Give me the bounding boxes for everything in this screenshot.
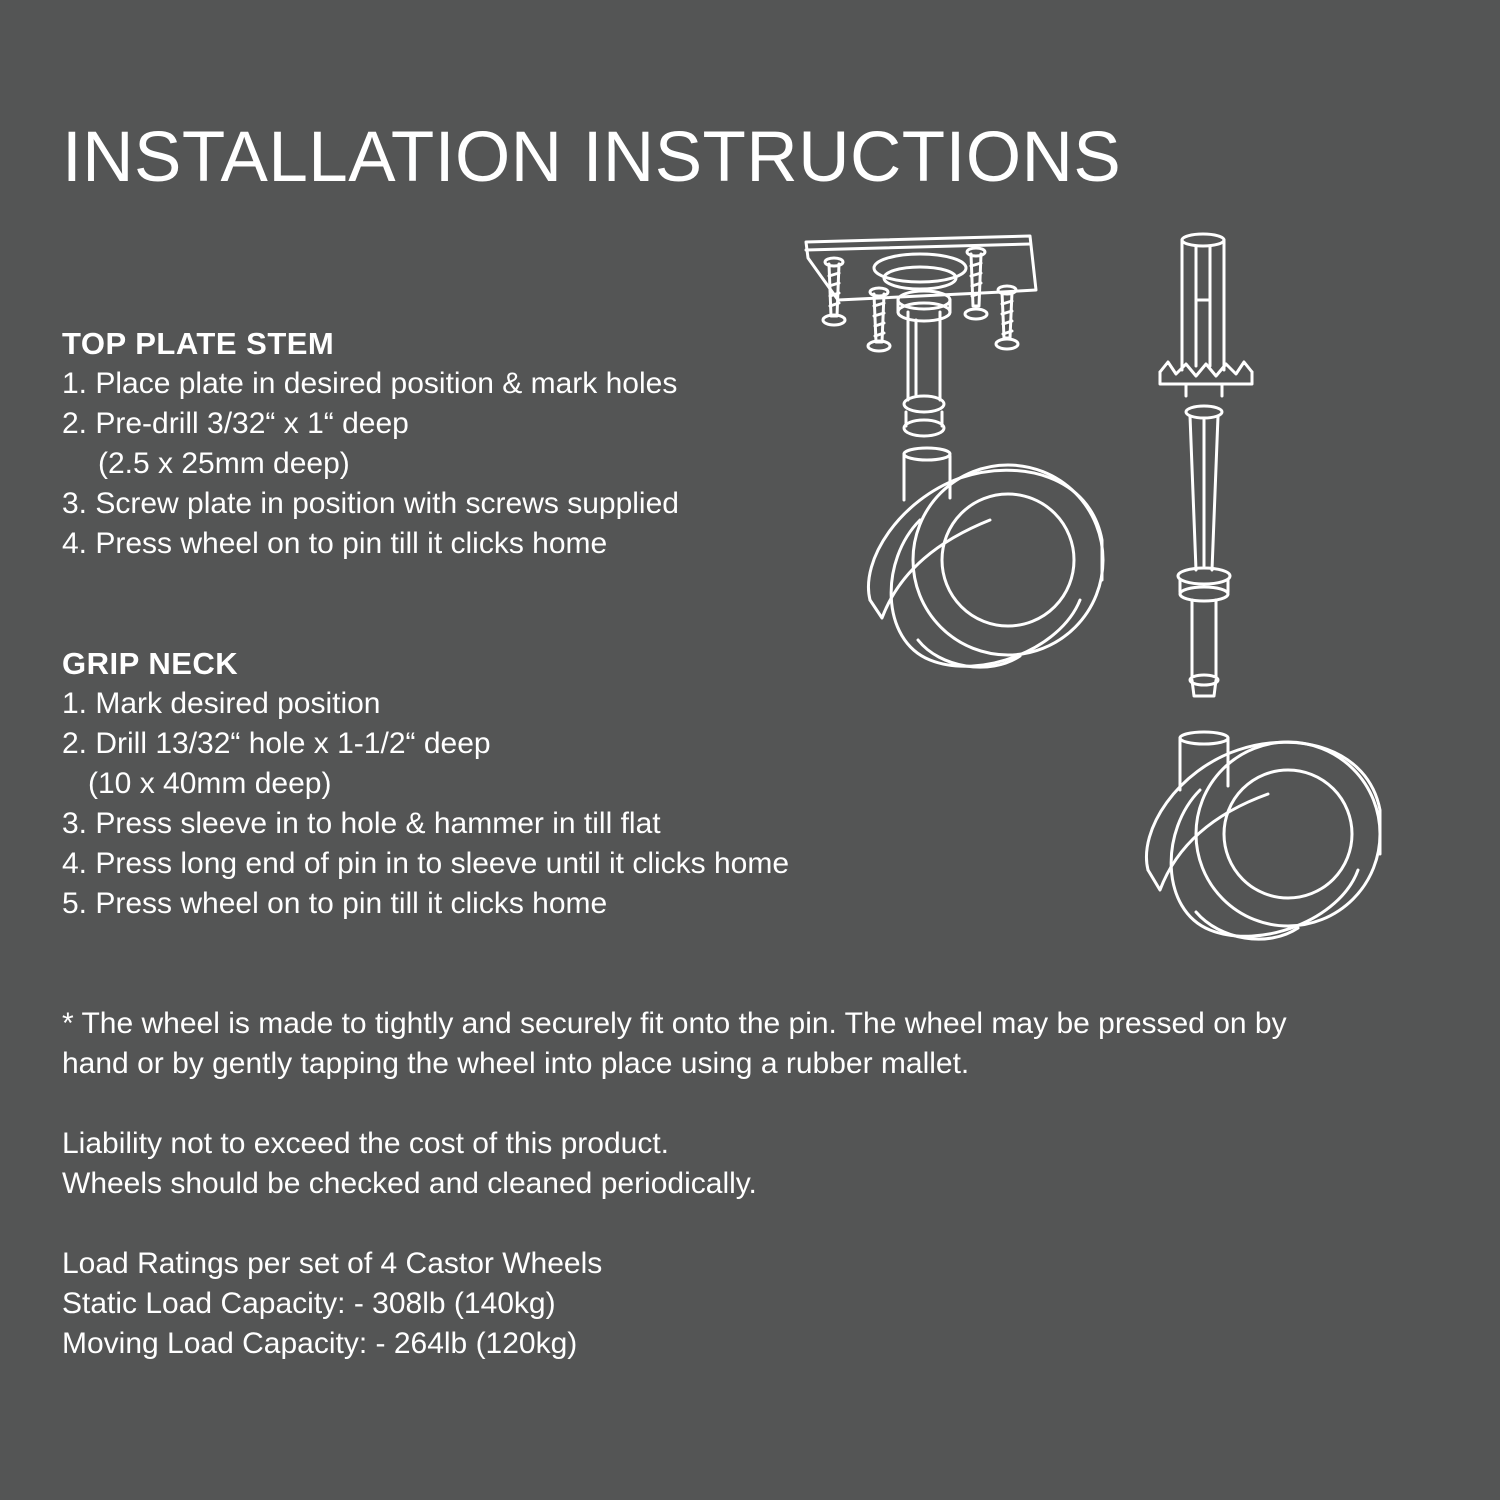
grip-neck-heading: GRIP NECK: [62, 646, 239, 681]
grip-neck-step: 1. Mark desired position: [62, 687, 381, 720]
top-plate-step: 4. Press wheel on to pin till it clicks home: [62, 527, 608, 560]
top-plate-stem: [898, 291, 950, 436]
grip-neck-step: 4. Press long end of pin in to sleeve until it clicks home: [62, 847, 790, 880]
top-plate-step: 2. Pre-drill 3/32“ x 1“ deep: [62, 407, 409, 440]
mounting-plate: [806, 236, 1036, 300]
static-load-capacity: Static Load Capacity: - 308lb (140kg): [62, 1287, 556, 1320]
grip-neck-step: 2. Drill 13/32“ hole x 1-1/2“ deep: [62, 727, 491, 760]
moving-load-capacity: Moving Load Capacity: - 264lb (120kg): [62, 1327, 578, 1360]
screw-icon: [996, 286, 1018, 349]
grip-neck-step-metric: (10 x 40mm deep): [88, 767, 332, 800]
grip-neck-sleeve: [1160, 234, 1252, 396]
screw-icon: [965, 248, 987, 319]
grip-neck-step: 5. Press wheel on to pin till it clicks home: [62, 887, 608, 920]
page-title: INSTALLATION INSTRUCTIONS: [62, 118, 1122, 197]
top-plate-wheel: [868, 448, 1103, 667]
fit-note-line: hand or by gently tapping the wheel into place using a rubber mallet.: [62, 1047, 970, 1080]
load-ratings: [62, 1244, 1452, 1364]
screw-icon: [823, 258, 845, 325]
top-plate-heading: TOP PLATE STEM: [62, 326, 335, 361]
top-plate-castor-diagram: [806, 236, 1103, 667]
maintenance-line: Wheels should be checked and cleaned periodically.: [62, 1167, 757, 1200]
notes-section: [62, 1004, 1452, 1404]
grip-neck-pin: [1178, 406, 1230, 696]
top-plate-step-metric: (2.5 x 25mm deep): [98, 447, 350, 480]
fit-note-line: * The wheel is made to tightly and securely fit onto the pin. The wheel may be pressed on by: [62, 1007, 1287, 1040]
grip-neck-castor-diagram: [1146, 234, 1380, 939]
top-plate-step: 1. Place plate in desired position & mark holes: [62, 367, 678, 400]
grip-neck-step: 3. Press sleeve in to hole & hammer in till flat: [62, 807, 661, 840]
screw-icon: [868, 288, 890, 351]
liability-note: [62, 1124, 1452, 1204]
fit-note: [62, 1004, 1452, 1084]
top-plate-step: 3. Screw plate in position with screws supplied: [62, 487, 679, 520]
grip-neck-wheel: [1146, 732, 1380, 939]
grip-neck-section: [62, 644, 789, 924]
top-plate-section: [62, 324, 679, 564]
load-ratings-title: Load Ratings per set of 4 Castor Wheels: [62, 1247, 603, 1280]
liability-line: Liability not to exceed the cost of this product.: [62, 1127, 670, 1160]
